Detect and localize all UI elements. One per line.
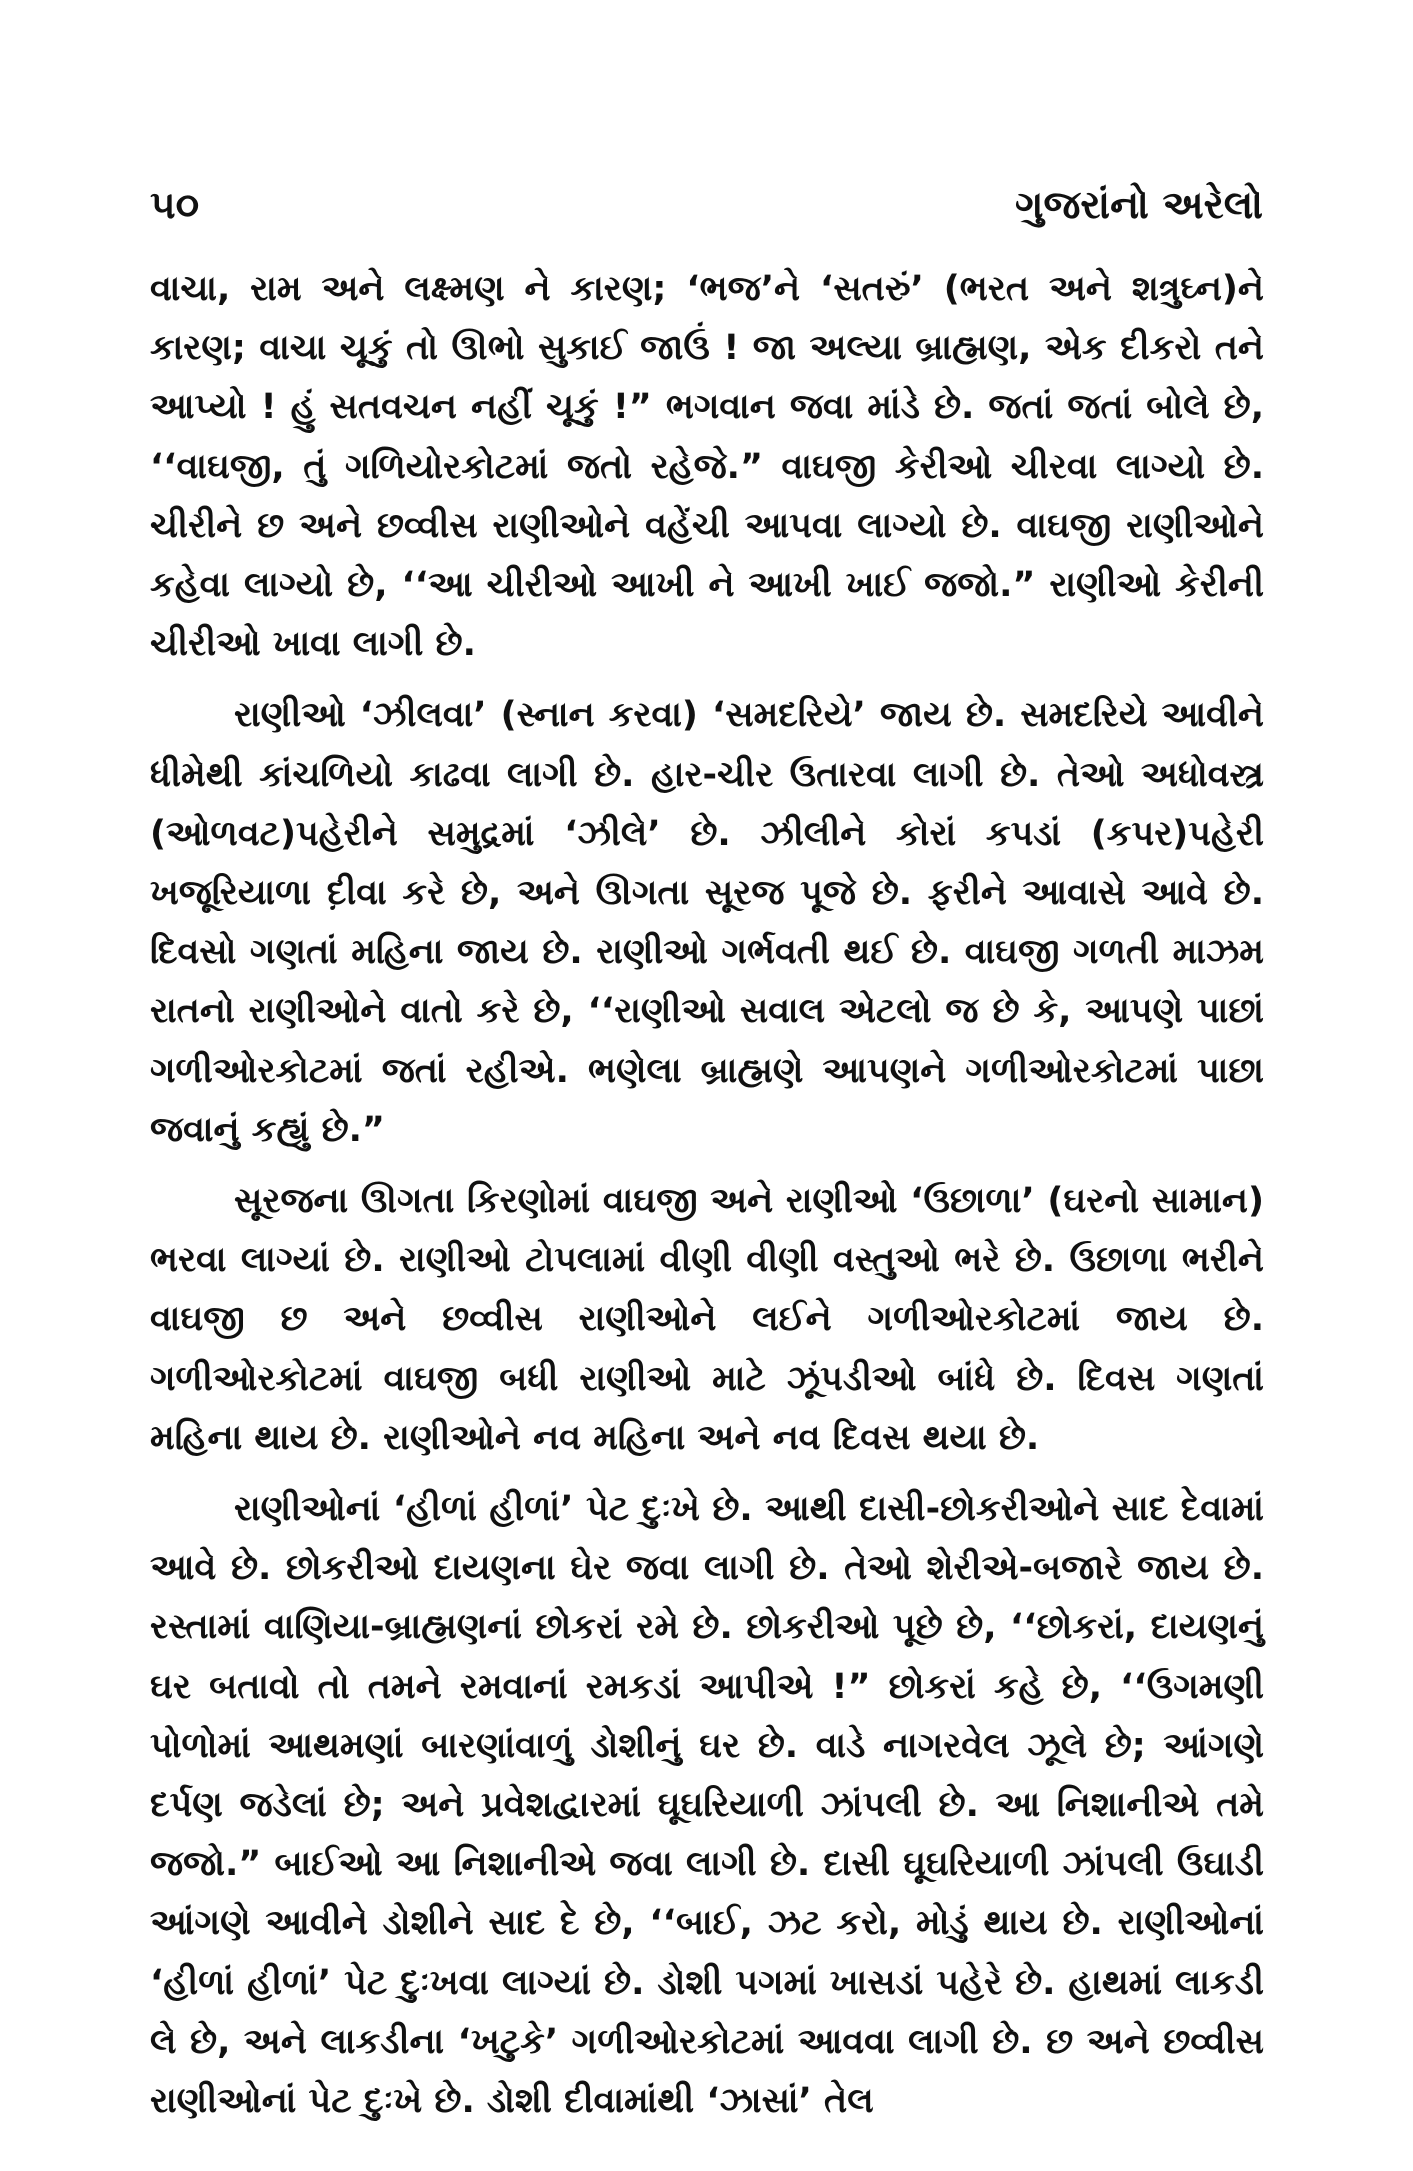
paragraph-4: રાણીઓનાં ‘હીળાં હીળાં’ પેટ દુઃખે છે. આથી દાસી-છોકરીઓને સાદ દેવામાં આવે છે. છોકરીઓ દાયણના ઘેર જવા લાગી છે. તેઓ શેરીએ-બજારે જાય છે. રસ્તામાં વાણિયા-બ્રાહ્મણનાં છોકરાં રમે છે. છોકરીઓ પૂછે છે, ‘‘છોકરાં, દાયણનું ઘર બતાવો તો તમને રમવાનાં રમકડાં આપીએ !” છોકરાં કહે છે, ‘‘ઉગમણી પોળોમાં આથમણાં બારણાંવાળું ડોશીનું ઘર છે. વાડે નાગરવેલ ઝૂલે છે; આંગણે દર્પણ જડેલાં છે; અને પ્રવેશદ્વારમાં ઘૂઘરિયાળી ઝાંપલી છે. આ નિશાનીએ તમે જજો.” બાઈઓ આ નિશાનીએ જવા લાગી છે. દાસી ઘૂઘરિયાળી ઝાંપલી ઉઘાડી આંગણે આવીને ડોશીને સાદ દે છે, ‘‘બાઈ, ઝટ કરો, મોડું થાય છે. રાણીઓનાં ‘હીળાં હીળાં’ પેટ દુઃખવા લાગ્યાં છે. ડોશી પગમાં ખાસડાં પહેરે છે. હાથમાં લાકડી લે છે, અને લાકડીના ‘ખટુકે’ ગળીઓરકોટમાં આવવા લાગી છે. છ અને છવ્વીસ રાણીઓનાં પેટ દુઃખે છે. ડોશી દીવામાંથી ‘ઝાસાં’ તેલ bbox=[150, 1489, 1264, 2122]
page-header bbox=[150, 178, 1263, 234]
paragraph-1: વાચા, રામ અને લક્ષ્મણ ને કારણ; ‘ભજ’ને ‘સતરું’ (ભરત અને શત્રુઘ્ન)ને કારણ; વાચા ચૂકું તો ઊભો સુકાઈ જાઉં ! જા અલ્યા બ્રાહ્મણ, એક દીકરો તને આપ્યો ! હું સતવચન નહીં ચૂકું !” ભગવાન જવા માંડે છે. જતાં જતાં બોલે છે, ‘‘વાઘજી, તું ગળિયોરકોટમાં જતો રહેજે.” વાઘજી કેરીઓ ચીરવા લાગ્યો છે. ચીરીને છ અને છવ્વીસ રાણીઓને વહેંચી આપવા લાગ્યો છે. વાઘજી રાણીઓને કહેવા લાગ્યો છે, ‘‘આ ચીરીઓ આખી ને આખી ખાઈ જજો.” રાણીઓ કેરીની ચીરીઓ ખાવા લાગી છે. bbox=[150, 269, 1264, 665]
body-text bbox=[150, 260, 1264, 2131]
paragraph-2: રાણીઓ ‘ઝીલવા’ (સ્નાન કરવા) ‘સમદરિયે’ જાય છે. સમદરિયે આવીને ધીમેથી કાંચળિયો કાઢવા લાગી છે. હાર-ચીર ઉતારવા લાગી છે. તેઓ અધોવસ્ત્ર (ઓળવટ)પહેરીને સમુદ્રમાં ‘ઝીલે’ છે. ઝીલીને કોરાં કપડાં (કપર)પહેરી ખજૂરિયાળા દ઼ીવા કરે છે, અને ઊગતા સૂરજ પૂજે છે. ફરીને આવાસે આવે છે. દિવસો ગણતાં મહિના જાય છે. રાણીઓ ગર્ભવતી થઈ છે. વાઘજી ગળતી માઝમ રાતનો રાણીઓને વાતો કરે છે, ‘‘રાણીઓ સવાલ એટલો જ છે કે, આપણે પાછાં ગળીઓરકોટમાં જતાં રહીએ. ભણેલા બ્રાહ્મણે આપણને ગળીઓરકોટમાં પાછા જવાનું કહ્યું છે.” bbox=[150, 695, 1264, 1150]
page-number: ૫૦ bbox=[150, 183, 200, 228]
running-title: ગુજરાંનો અરેલો bbox=[1014, 183, 1263, 228]
paragraph-3: સૂરજના ઊગતા કિરણોમાં વાઘજી અને રાણીઓ ‘ઉછાળા’ (ઘરનો સામાન) ભરવા લાગ્યાં છે. રાણીઓ ટોપલામાં વીણી વીણી વસ્તુઓ ભરે છે. ઉછાળા ભરીને વાઘજી છ અને છવ્વીસ રાણીઓને લઈને ગળીઓરકોટમાં જાય છે. ગળીઓરકોટમાં વાઘજી બધી રાણીઓ માટે ઝૂંપડીઓ બાંધે છે. દિવસ ગણતાં મહિના થાય છે. રાણીઓને નવ મહિના અને નવ દિવસ થયા છે. bbox=[150, 1181, 1264, 1458]
